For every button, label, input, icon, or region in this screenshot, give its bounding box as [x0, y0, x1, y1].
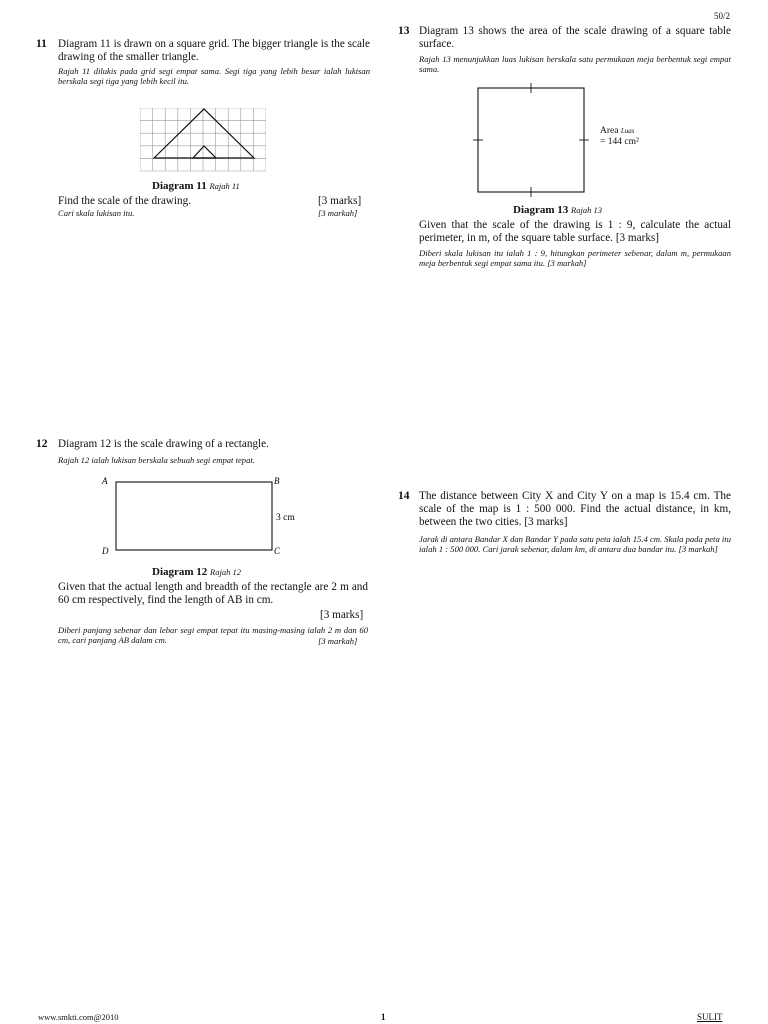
question-11-marks: [3 marks]	[318, 195, 362, 207]
smaller-triangle	[193, 146, 216, 158]
diagram-11-caption: Diagram 11 Rajah 11	[152, 180, 240, 192]
question-13-prompt-malay: Diberi skala lukisan itu ialah 1 : 9, hitungkan perimeter sebenar, dalam m, permukaan meja berbentuk segi empat sama itu. [3 markah]	[419, 248, 731, 269]
question-13-marks: [3 marks]	[615, 232, 659, 245]
question-11-marks-malay: [3 markah]	[318, 208, 358, 218]
diagram-13-caption: Diagram 13 Rajah 13	[513, 204, 602, 216]
vertex-d-label: D	[102, 546, 109, 556]
question-12-prompt: Given that the actual length and breadth of the rectangle are 2 m and 60 cm respectively, find the length of AB in cm.	[58, 581, 368, 607]
question-11-number: 11	[36, 38, 47, 50]
paper-code: 50/2	[713, 11, 730, 21]
vertex-b-label: B	[274, 476, 280, 486]
question-14-marks: [3 marks]	[524, 516, 568, 529]
diagram-11-grid	[140, 108, 266, 174]
question-12-text-malay: Rajah 12 ialah lukisan berskala sebuah segi empat tepat.	[58, 455, 255, 465]
diagram-12-rectangle	[98, 474, 308, 560]
question-14-text-malay: Jarak di antara Bandar X dan Bandar Y pada satu peta ialah 15.4 cm. Skala pada peta itu ialah 1 : 500 000. Cari jarak sebenar, dalam km, di antara dua bandar itu. [3 markah]	[419, 534, 731, 555]
footer-page-number: 1	[381, 1012, 386, 1022]
diagram-12-caption: Diagram 12 Rajah 12	[152, 566, 241, 578]
square-table-drawing	[478, 88, 584, 192]
footer-website: www.smkti.com@2010	[38, 1012, 119, 1022]
vertex-c-label: C	[274, 546, 281, 556]
question-12-marks-malay: [3 markah]	[318, 636, 358, 646]
area-label: Area Luas = 144 cm²	[600, 126, 639, 147]
question-11-text: Diagram 11 is drawn on a square grid. The bigger triangle is the scale drawing of the smaller triangle.	[58, 38, 370, 64]
question-12-marks: [3 marks]	[320, 609, 364, 621]
question-13-marks-malay: [3 markah]	[547, 258, 587, 269]
vertex-a-label: A	[102, 476, 108, 486]
footer-status: SULIT	[697, 1012, 723, 1022]
side-length-label: 3 cm	[276, 513, 295, 523]
question-14-number: 14	[398, 490, 410, 502]
question-13-text-malay: Rajah 13 menunjukkan luas lukisan berskala satu permukaan meja berbentuk segi empat sama.	[419, 54, 731, 75]
question-13-number: 13	[398, 25, 410, 37]
question-14-marks-malay: [3 markah]	[678, 544, 718, 555]
question-11-prompt: Find the scale of the drawing.	[58, 195, 191, 207]
question-11-text-malay: Rajah 11 dilukis pada grid segi empat sama. Segi tiga yang lebih besar ialah lukisan berskala segi tiga yang lebih kecil itu.	[58, 66, 370, 87]
question-13-text: Diagram 13 shows the area of the scale drawing of a square table surface.	[419, 25, 731, 51]
question-12-number: 12	[36, 438, 48, 450]
question-12-prompt-malay: Diberi panjang sebenar dan lebar segi empat tepat itu masing-masing ialah 2 m dan 60 cm, cari panjang AB dalam cm.	[58, 625, 368, 646]
question-13-prompt: Given that the scale of the drawing is 1 : 9, calculate the actual perimeter, in m, of the square table surface. [3 marks]	[419, 219, 731, 245]
question-14-text: The distance between City X and City Y on a map is 15.4 cm. The scale of the map is 1 : 500 000. Find the actual distance, in km, between the two cities. [3 marks]	[419, 490, 731, 529]
rectangle-abcd	[116, 482, 272, 550]
question-11-prompt-malay: Cari skala lukisan itu.	[58, 208, 135, 218]
question-12-text: Diagram 12 is the scale drawing of a rectangle.	[58, 438, 269, 450]
